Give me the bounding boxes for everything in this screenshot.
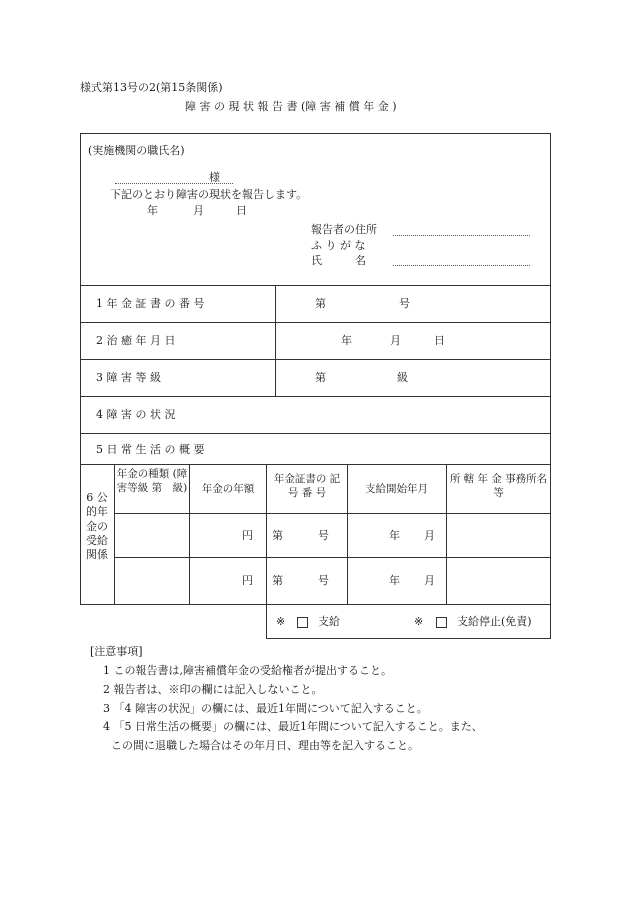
row1-suffix: 号 [399,297,410,310]
rule [80,464,551,465]
row3-suffix: 級 [397,371,408,384]
notes-heading: [注意事項] [90,645,143,658]
rule [114,557,551,558]
row1-cert-prefix: 第 [272,529,283,542]
row2-yen: 円 [242,574,253,587]
name-label: 氏 名 [311,254,366,267]
honorific: 様 [209,171,220,184]
row2-day: 日 [434,334,445,347]
section6-label: 6 公的年金の受給関係 [86,491,108,562]
note-item: 2 報告者は、※印の欄には記入しないこと。 [103,683,323,696]
form-number: 様式第13号の2(第15条関係) [80,81,223,94]
col-pension-type: 年金の種類 (障害等級 第 級) [116,468,188,494]
rule [114,464,115,605]
rule [446,464,447,605]
note-item: 4 「5 日常生活の概要」の欄には、最近1年間について記入すること。また、 [103,720,483,733]
row1-yen: 円 [242,529,253,542]
row1-cert-suffix: 号 [318,529,329,542]
note-item-continued: この間に退職した場合はその年月日、理由等を記入すること。 [111,739,419,752]
checkbox-payment[interactable] [297,617,308,628]
row5-label: 5 日 常 生 活 の 概 要 [96,443,205,456]
furigana-label: ふ り が な [311,239,366,252]
rule [550,605,551,639]
office-mark-2: ※ [414,615,424,628]
col-office: 所 轄 年 金 事務所名等 [449,473,548,499]
date-month: 月 [193,204,204,217]
office-mark-1: ※ [276,615,286,628]
row2-month: 月 [390,334,401,347]
office-option-payment: 支給 [318,615,340,628]
row1-label: 1 年 金 証 書 の 番 号 [96,297,205,310]
col-pension-amount: 年金の年額 [201,483,255,495]
row1-prefix: 第 [315,297,326,310]
office-option-suspension: 支給停止(免責) [457,615,532,628]
name-field[interactable] [393,265,530,266]
row2-year: 年 [389,574,400,587]
rule [266,638,551,639]
statement: 下記のとおり障害の現状を報告します。 [110,188,308,201]
addressee-label: (実施機関の職氏名) [88,144,185,157]
form-title: 障 害 の 現 状 報 告 書 (障 害 補 償 年 金 ) [185,100,397,113]
note-item: 1 この報告書は,障害補償年金の受給権者が提出すること。 [103,664,392,677]
rule [80,285,551,286]
rule [80,396,551,397]
row2-month: 月 [424,574,435,587]
rule [275,285,276,396]
note-item: 3 「4 障害の状況」の欄には、最近1年間について記入すること。 [103,702,428,715]
reporter-address-field[interactable] [393,235,530,236]
col-cert-number: 年金証書の 記 号 番 号 [273,473,341,499]
row2-year: 年 [341,334,352,347]
date-year: 年 [147,204,158,217]
row2-cert-suffix: 号 [318,574,329,587]
row2-cert-prefix: 第 [272,574,283,587]
rule [80,322,551,323]
rule [114,513,551,514]
row2-label: 2 治 癒 年 月 日 [96,334,176,347]
checkbox-suspension[interactable] [436,617,447,628]
row1-month: 月 [424,529,435,542]
row3-prefix: 第 [315,371,326,384]
row4-label: 4 障 害 の 状 況 [96,408,176,421]
rule [266,464,267,639]
row3-label: 3 障 害 等 級 [96,371,161,384]
date-day: 日 [236,204,247,217]
row1-year: 年 [389,529,400,542]
rule [80,433,551,434]
rule [80,359,551,360]
col-start-date: 支給開始年月 [365,483,428,495]
reporter-address-label: 報告者の住所 [311,223,377,236]
